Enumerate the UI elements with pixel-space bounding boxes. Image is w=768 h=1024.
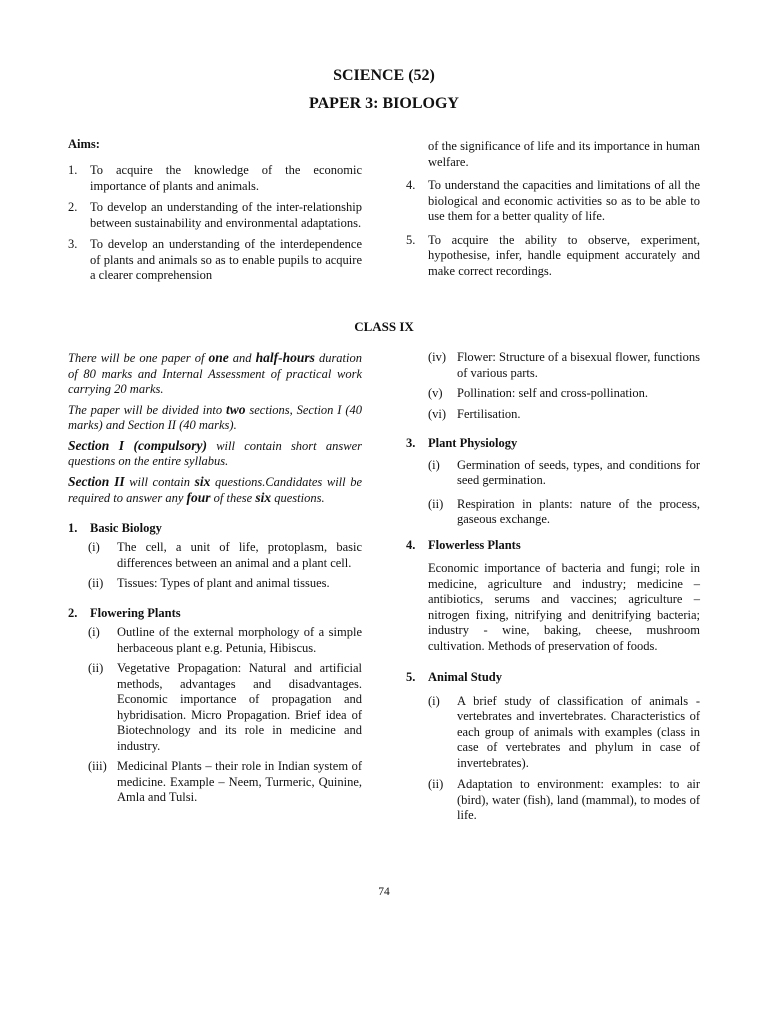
list-item: (ii) Respiration in plants: nature of the process, gaseous exchange.: [428, 496, 700, 526]
page-number: 74: [378, 886, 390, 898]
aims-left-column: [68, 163, 362, 284]
list-item: (iii) Medicinal Plants – their role in Indian system of medicine. Example – Neem, Turmeric, Quinine, Amla and Tulsi.: [88, 759, 362, 804]
list-item: (v) Pollination: self and cross-pollination.: [428, 386, 648, 400]
intro-paragraph-1: There will be one paper of one and half-hours duration of 80 marks and Internal Assessment of practical work carrying 20 marks.: [68, 350, 363, 396]
page-title: SCIENCE (52): [333, 67, 435, 84]
intro-paragraph-3: Section I (compulsory) will contain short answer questions on the entire syllabus.: [68, 437, 362, 468]
class-heading: CLASS IX: [354, 319, 414, 334]
section-plant-physiology-items: [406, 458, 700, 528]
left-body-column: [68, 350, 362, 806]
aims-heading: Aims:: [68, 137, 100, 151]
list-item: (i) A brief study of classification of animals - vertebrates and invertebrates. Characteristics of each group of animals with examples (class in case of vertebrates and phylum in case of invertebrates).: [428, 693, 700, 770]
flowering-plants-continued: [406, 350, 700, 422]
section-basic-biology-items: [68, 540, 362, 592]
list-item: (i) Germination of seeds, types, and conditions for seed germination.: [428, 457, 700, 487]
aim-item-3-continued: of the significance of life and its importance in human welfare.: [428, 139, 700, 169]
list-item: (vi) Fertilisation.: [428, 406, 521, 421]
section-animal-study-items: [406, 694, 700, 824]
right-body-column: [406, 350, 700, 824]
section-heading-flowerless-plants: 4. Flowerless Plants: [406, 537, 521, 552]
page-subtitle: PAPER 3: BIOLOGY: [309, 95, 459, 112]
section-heading-plant-physiology: 3. Plant Physiology: [406, 436, 518, 450]
list-item: (ii) Adaptation to environment: examples: to air (bird), water (fish), land (mammal), to modes of life.: [428, 777, 700, 822]
list-item: (ii) Tissues: Types of plant and animal tissues.: [88, 576, 330, 590]
aim-item-1: 1. To acquire the knowledge of the economic importance of plants and animals.: [68, 163, 362, 193]
list-item: (ii) Vegetative Propagation: Natural and artificial methods, advantages and disadvantages. Economic importance of propagation and hybridisation. Micro Propagation. Brief idea of Biotechnology and its role in medicine and industry.: [88, 661, 362, 753]
intro-paragraph-2: The paper will be divided into two sections, Section I (40 marks) and Section II (40 marks).: [68, 401, 362, 432]
flowerless-plants-paragraph: Economic importance of bacteria and fungi; role in medicine, agriculture and industry; medicine – antibiotics, serums and vaccines; agriculture – nitrogen fixing, nitrifying and denitrifying bacteria; industry - wine, baking, cheese, mushroom cultivation. Methods of preservation of foods.: [428, 561, 700, 653]
aims-right-column: [406, 139, 700, 279]
aim-item-4: 4. To understand the capacities and limitations of all the biological and economic activities so as to be able to use them for a better quality of life.: [406, 178, 700, 223]
list-item: (i) The cell, a unit of life, protoplasm, basic differences between an animal and a plant cell.: [88, 540, 362, 570]
aim-item-3: 3. To develop an understanding of the interdependence of plants and animals so as to enable pupils to acquire a clearer comprehension: [68, 237, 362, 282]
intro-paragraph-4: Section II will contain six questions.Candidates will be required to answer any four of these six questions.: [68, 473, 362, 505]
section-flowering-plants-items: [68, 625, 362, 806]
section-heading-basic-biology: 1. Basic Biology: [68, 520, 162, 535]
section-heading-animal-study: 5. Animal Study: [406, 670, 502, 684]
list-item: (i) Outline of the external morphology of a simple herbaceous plant e.g. Petunia, Hibiscus.: [88, 625, 362, 655]
list-item: (iv) Flower: Structure of a bisexual flower, functions of various parts.: [428, 350, 700, 380]
section-heading-flowering-plants: 2. Flowering Plants: [68, 605, 181, 620]
aim-item-2: 2. To develop an understanding of the inter-relationship between sustainability and environmental adaptations.: [68, 200, 362, 230]
aim-item-5: 5. To acquire the ability to observe, experiment, hypothesise, infer, handle equipment accurately and make correct recordings.: [406, 232, 700, 278]
